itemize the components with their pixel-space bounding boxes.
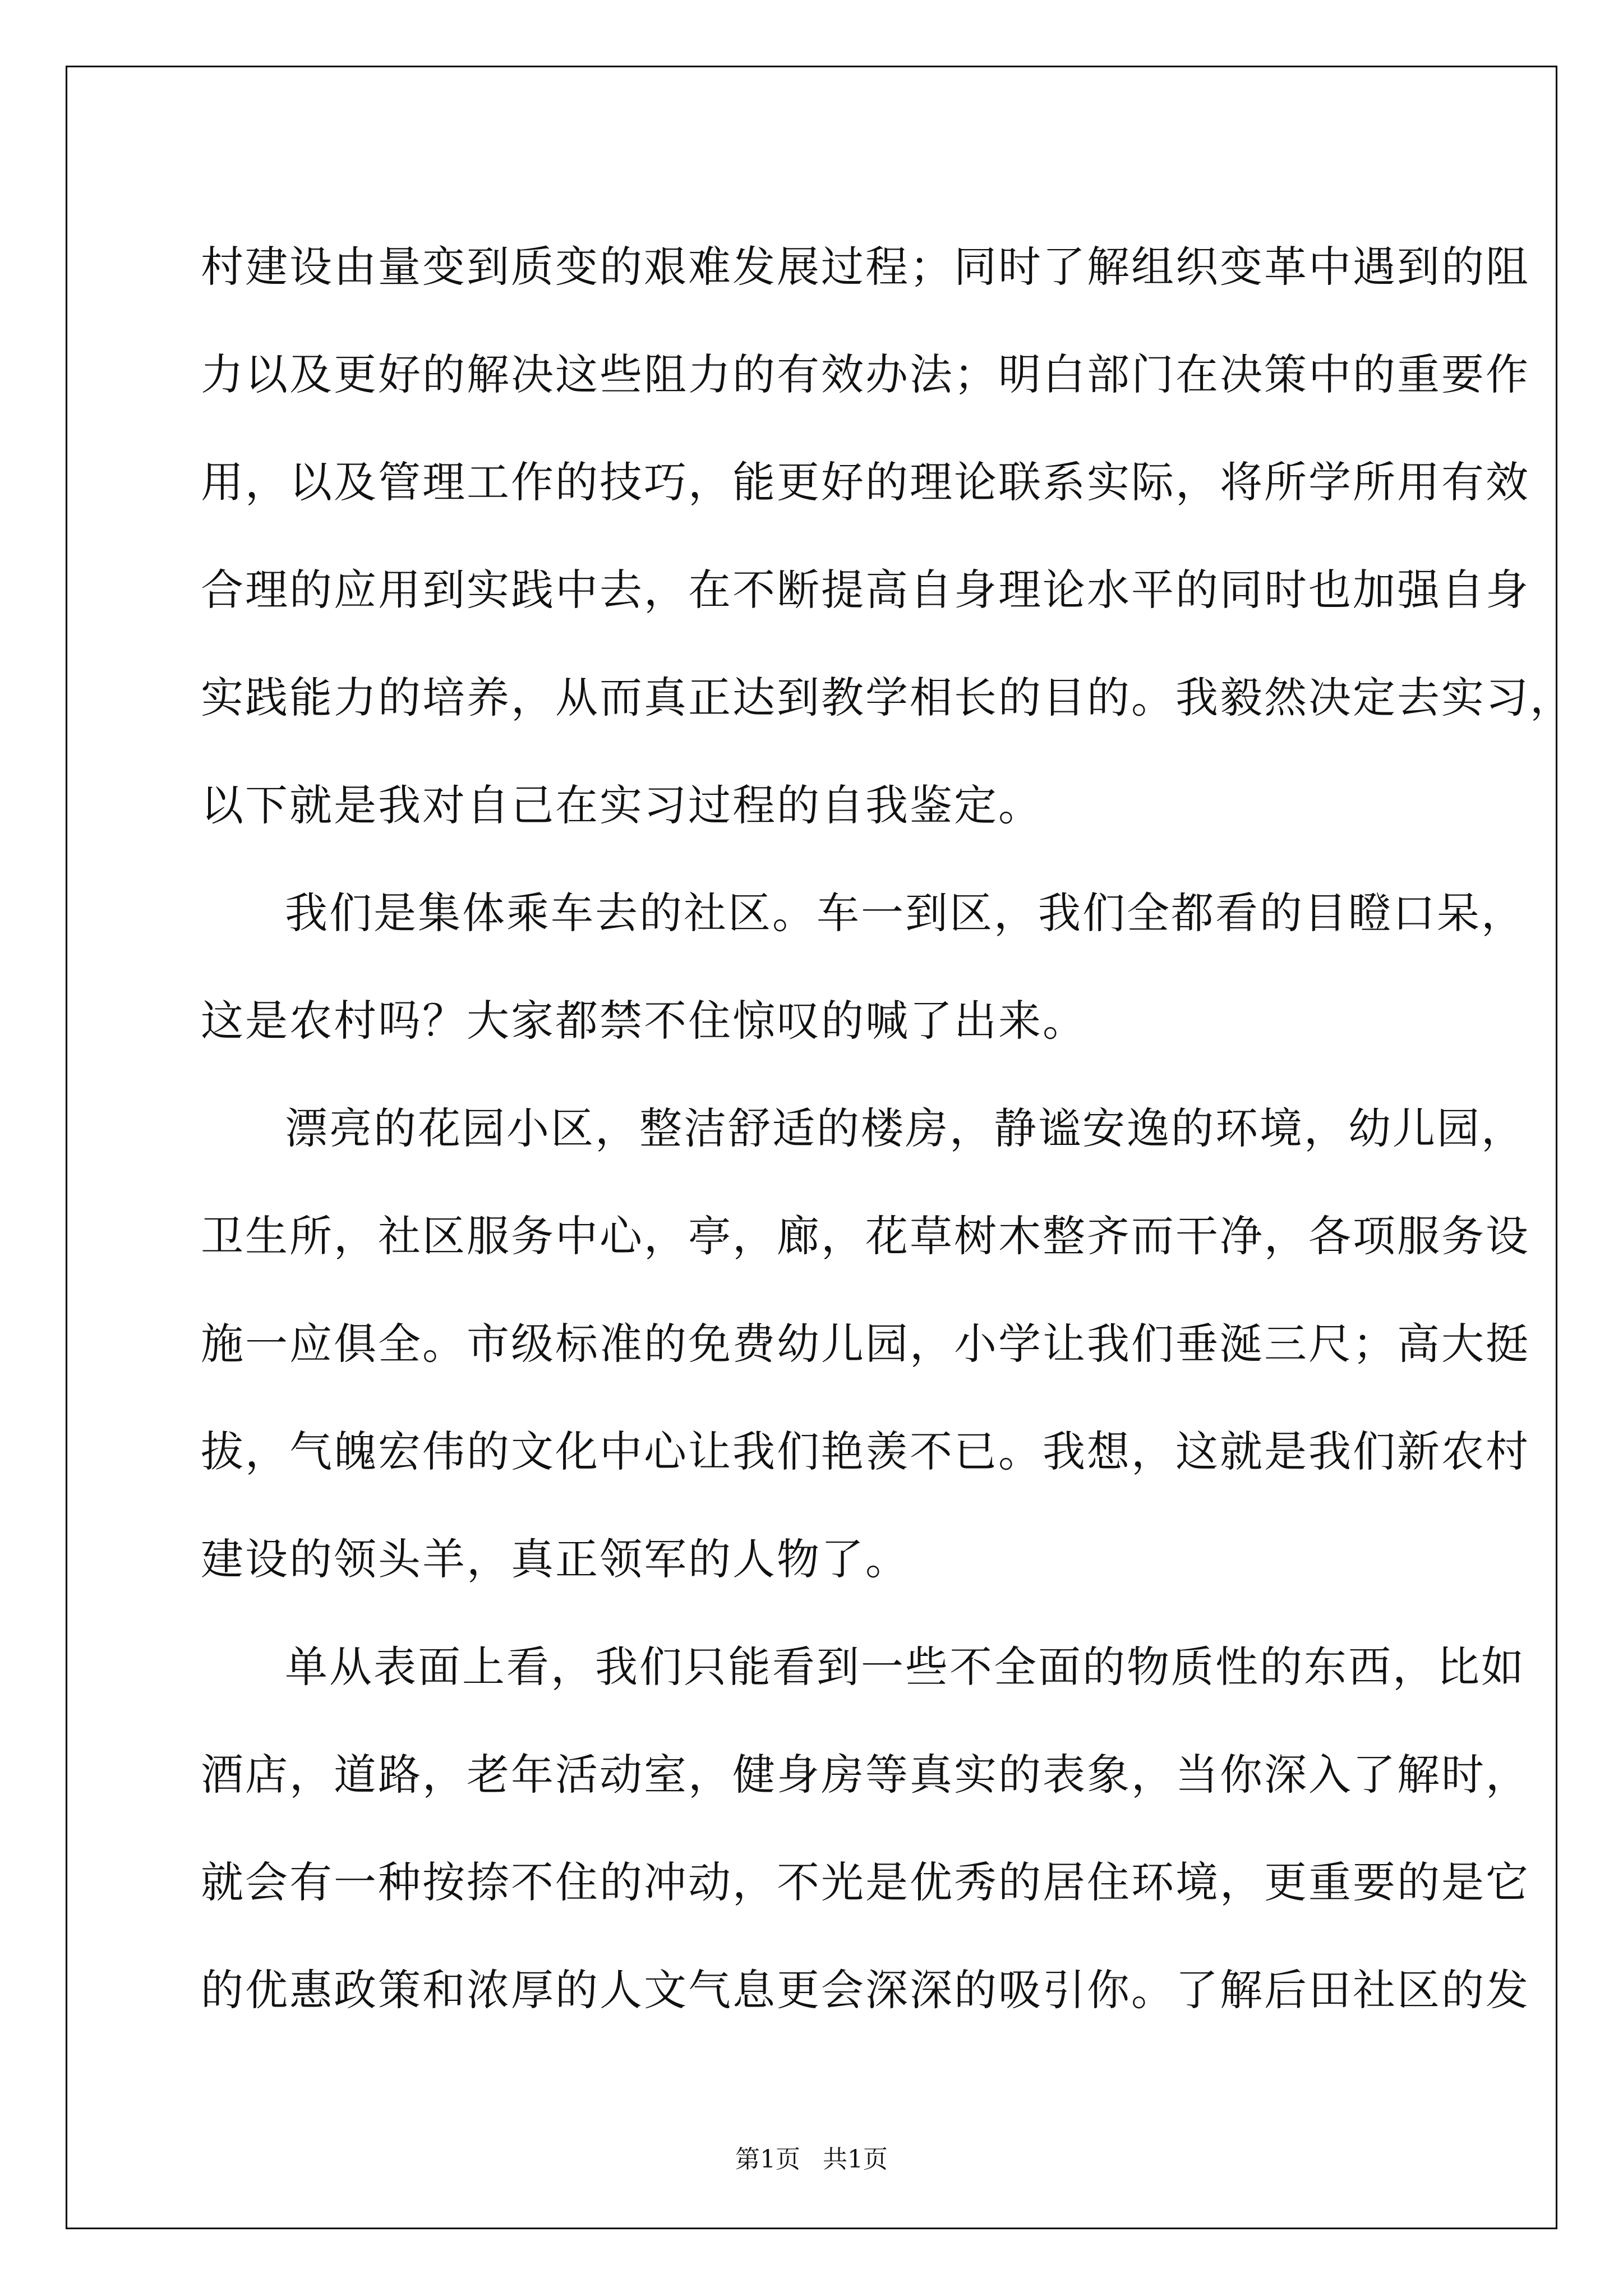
text-line: 就会有一种按捺不住的冲动，不光是优秀的居住环境，更重要的是它 (201, 1857, 1530, 1907)
text-line: 合理的应用到实践中去，在不断提高自身理论水平的同时也加强自身 (201, 565, 1530, 615)
text-line: 这是农村吗？大家都禁不住惊叹的喊了出来。 (201, 996, 1087, 1046)
page-total: 共1页 (823, 2145, 888, 2174)
text-line: 施一应俱全。市级标准的免费幼儿园，小学让我们垂涎三尺；高大挺 (201, 1319, 1530, 1369)
paragraph-start-line: 漂亮的花园小区，整洁舒适的楼房，静谧安逸的环境，幼儿园， (285, 1103, 1525, 1153)
text-line: 卫生所，社区服务中心，亭，廊，花草树木整齐而干净，各项服务设 (201, 1211, 1530, 1261)
text-line: 村建设由量变到质变的艰难发展过程；同时了解组织变革中遇到的阻 (201, 242, 1530, 292)
paragraph-start-line: 单从表面上看，我们只能看到一些不全面的物质性的东西，比如 (285, 1642, 1525, 1692)
text-line: 建设的领头羊，真正领军的人物了。 (201, 1534, 910, 1584)
text-line: 拔，气魄宏伟的文化中心让我们艳羡不已。我想，这就是我们新农村 (201, 1427, 1530, 1476)
text-line: 的优惠政策和浓厚的人文气息更会深深的吸引你。了解后田社区的发 (201, 1965, 1530, 2015)
text-line: 以下就是我对自己在实习过程的自我鉴定。 (201, 780, 1043, 830)
text-line: 酒店，道路，老年活动室，健身房等真实的表象，当你深入了解时， (201, 1750, 1530, 1800)
text-line: 用，以及管理工作的技巧，能更好的理论联系实际，将所学所用有效 (201, 457, 1530, 507)
text-line: 力以及更好的解决这些阻力的有效办法；明白部门在决策中的重要作 (201, 349, 1530, 399)
document-body (201, 213, 1574, 2044)
page-footer (0, 2143, 1623, 2177)
text-line: 实践能力的培养，从而真正达到教学相长的目的。我毅然决定去实习， (201, 673, 1574, 723)
page-number: 第1页 (735, 2145, 800, 2174)
paragraph-start-line: 我们是集体乘车去的社区。车一到区，我们全都看的目瞪口呆， (285, 888, 1525, 938)
